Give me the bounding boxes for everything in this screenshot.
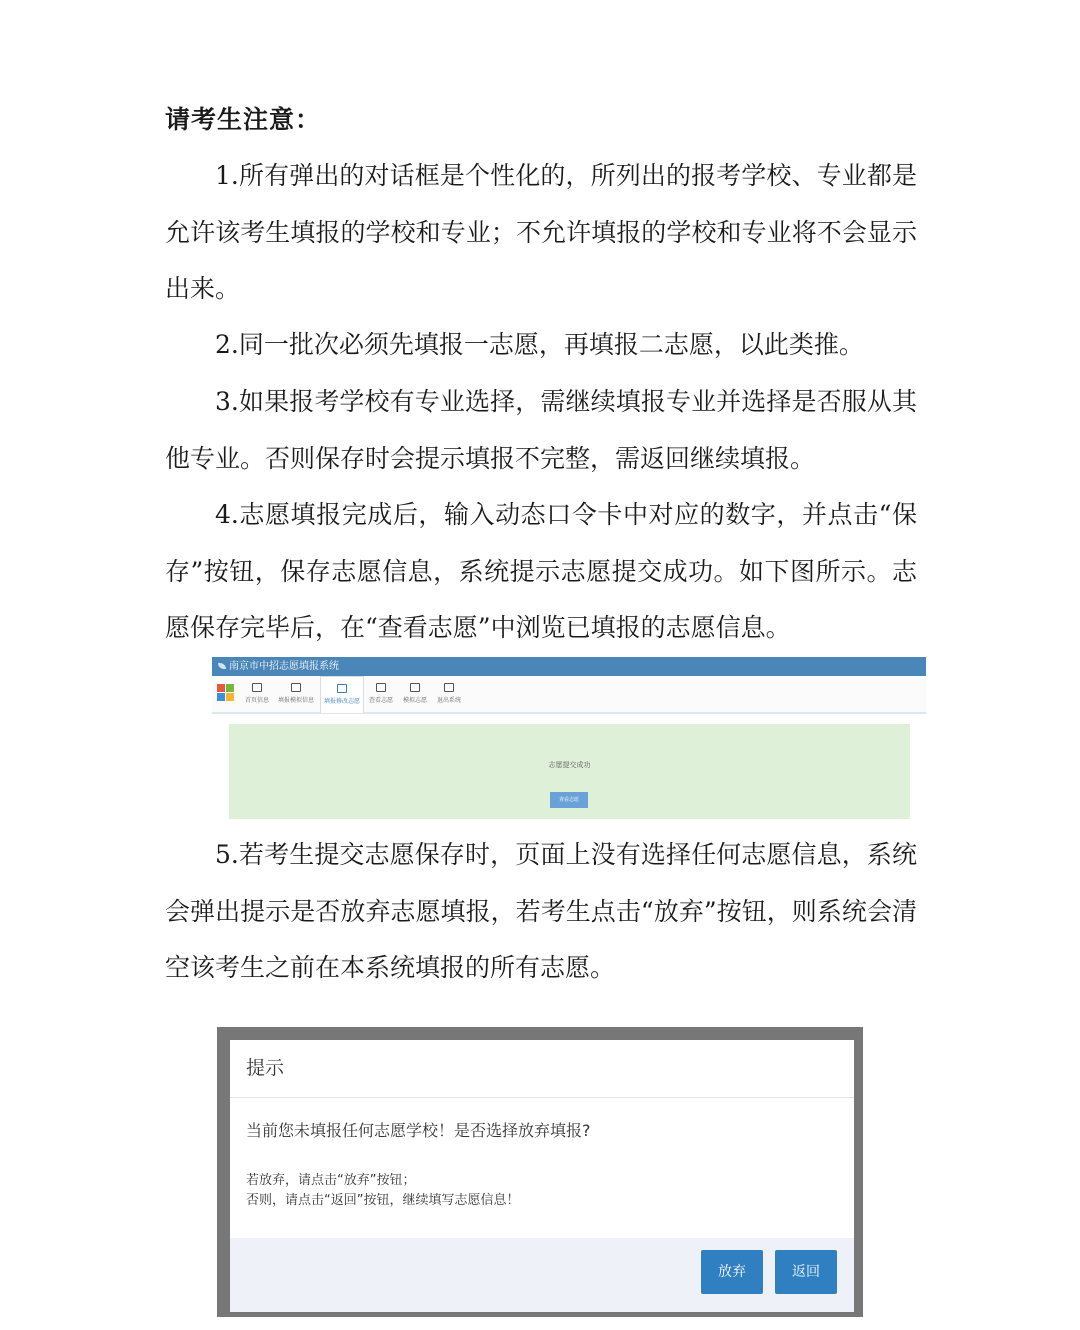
app-title-bar: [212, 657, 926, 676]
windows-logo-icon: [217, 684, 235, 702]
dialog-hint-line-1: 若放弃，请点击“放弃”按钮；: [246, 1173, 416, 1188]
dialog-title: 提示: [230, 1040, 854, 1098]
tab-simulate-info[interactable]: 填报模拟信息: [276, 676, 316, 712]
dialog-question: 当前您未填报任何志愿学校！是否选择放弃填报?: [246, 1121, 591, 1140]
app-title: 南京市中招志愿填报系统: [229, 661, 339, 672]
view-choices-button[interactable]: 查看志愿: [550, 792, 588, 808]
dialog-footer: [230, 1238, 854, 1312]
tab-logout[interactable]: 退出系统: [434, 676, 464, 712]
tab-edit-choices[interactable]: 填报修改志愿: [320, 676, 364, 713]
tab-mock-choices[interactable]: 模拟志愿: [400, 676, 430, 712]
leaf-icon: [218, 663, 226, 669]
abandon-button[interactable]: 放弃: [701, 1250, 763, 1294]
paragraph-5: 5.若考生提交志愿保存时，页面上没有选择任何志愿信息，系统会弹出提示是否放弃志愿填报，若考生点击“放弃”按钮，则系统会清空该考生之前在本系统填报的所有志愿。: [165, 840, 917, 982]
edit-icon: [376, 683, 386, 692]
tab-view-choices[interactable]: 查看志愿: [366, 676, 396, 712]
paragraph-3: 3.如果报考学校有专业选择，需继续填报专业并选择是否服从其他专业。否则保存时会提示填报不完整，需返回继续填报。: [165, 387, 917, 473]
dialog-hint: [246, 1171, 519, 1211]
dialog-hint-line-2: 否则，请点击“返回”按钮，继续填写志愿信息！: [246, 1193, 520, 1208]
page-title: 请考生注意：: [165, 105, 322, 134]
success-message: 志愿提交成功: [548, 761, 591, 769]
paragraph-1: 1.所有弹出的对话框是个性化的，所列出的报考学校、专业都是允许该考生填报的学校和专业；不允许填报的学校和专业将不会显示出来。: [165, 161, 917, 303]
paragraph-2: 2.同一批次必须先填报一志愿，再填报二志愿，以此类推。: [215, 330, 864, 359]
monitor-icon: [291, 683, 301, 692]
success-panel: [229, 724, 910, 819]
nav-bar: [212, 676, 926, 714]
list-icon: [337, 684, 347, 693]
back-button[interactable]: 返回: [775, 1250, 837, 1294]
success-screenshot: [212, 657, 926, 822]
paragraph-4: 4.志愿填报完成后，输入动态口令卡中对应的数字，并点击“保存”按钮，保存志愿信息，系统提示志愿提交成功。如下图所示。志愿保存完毕后，在“查看志愿”中浏览已填报的志愿信息。: [165, 500, 917, 642]
tab-home[interactable]: 首页信息: [242, 676, 272, 712]
calendar-icon: [444, 683, 454, 692]
card-icon: [410, 683, 420, 692]
confirm-dialog: [230, 1040, 854, 1312]
home-icon: [252, 683, 262, 692]
